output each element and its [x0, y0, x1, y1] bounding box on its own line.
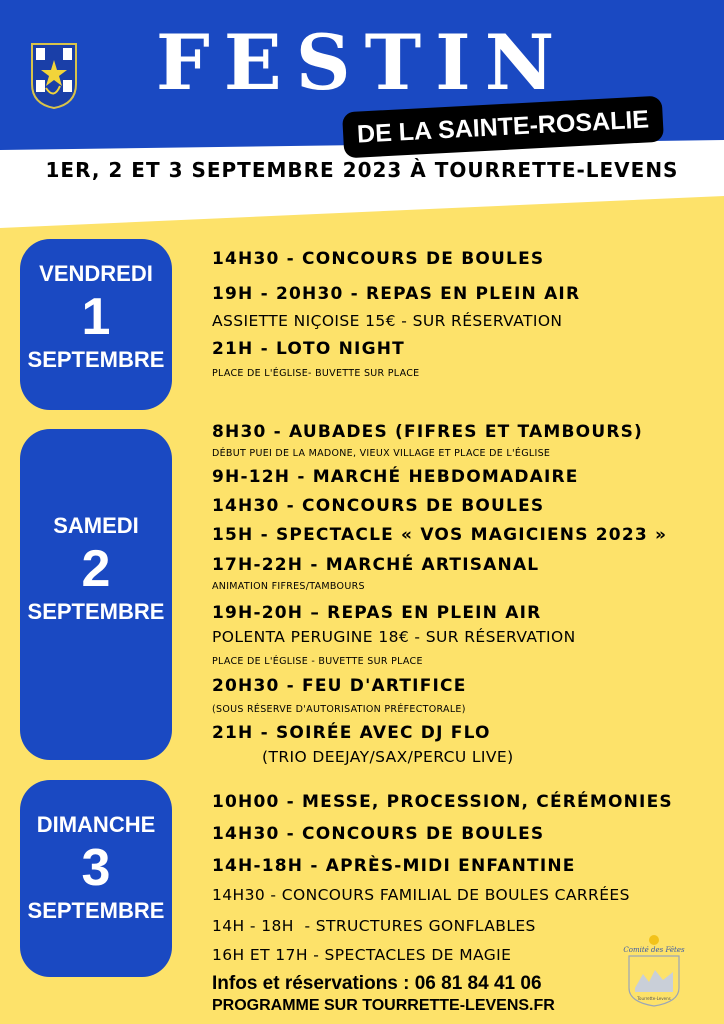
event-note: ANIMATION FIFRES/TAMBOURS — [212, 581, 365, 592]
event-title: 21H - SOIRÉE AVEC DJ FLO — [212, 723, 491, 743]
event-title: 20H30 - FEU D'ARTIFICE — [212, 676, 467, 696]
event-note: (TRIO DEEJAY/SAX/PERCU LIVE) — [262, 748, 514, 766]
poster-title: FESTIN — [155, 18, 569, 107]
logo-text: Comité des Fêtes — [623, 946, 685, 954]
event-title: 14H-18H - APRÈS-MIDI ENFANTINE — [212, 856, 576, 876]
day-number: 1 — [81, 288, 111, 346]
event-note: PLACE DE L'ÉGLISE - BUVETTE SUR PLACE — [212, 656, 423, 667]
event-note: (SOUS RÉSERVE D'AUTORISATION PRÉFECTORALE) — [212, 704, 466, 715]
day-number: 2 — [81, 540, 111, 598]
day-month: SEPTEMBRE — [27, 599, 165, 624]
event-title: 10H00 - MESSE, PROCESSION, CÉRÉMONIES — [212, 792, 673, 812]
day-saturday — [20, 429, 172, 760]
event-note: POLENTA PERUGINE 18€ - SUR RÉSERVATION — [212, 628, 576, 646]
event-title: 19H - 20H30 - REPAS EN PLEIN AIR — [212, 284, 581, 304]
event-note: 16H ET 17H - SPECTACLES DE MAGIE — [212, 946, 512, 964]
programme-link[interactable]: PROGRAMME SUR TOURRETTE-LEVENS.FR — [212, 997, 555, 1014]
day-number: 3 — [81, 839, 111, 897]
day-month: SEPTEMBRE — [27, 347, 165, 372]
event-title: 9H-12H - MARCHÉ HEBDOMADAIRE — [212, 467, 579, 487]
event-title: 17H-22H - MARCHÉ ARTISANAL — [212, 555, 540, 575]
event-title: 15H - SPECTACLE « VOS MAGICIENS 2023 » — [212, 525, 668, 545]
day-name: VENDREDI — [39, 261, 153, 286]
poster-subtitle: DE LA SAINTE-ROSALIE — [342, 96, 664, 159]
info-phone: Infos et réservations : 06 81 84 41 06 — [212, 973, 542, 994]
event-title: 8H30 - AUBADES (FIFRES ET TAMBOURS) — [212, 422, 644, 442]
event-title: 14H30 - CONCOURS DE BOULES — [212, 249, 545, 269]
day-sunday — [20, 780, 172, 977]
comite-des-fetes-logo-icon — [623, 932, 685, 1010]
day-month: SEPTEMBRE — [27, 898, 165, 923]
event-note: 14H30 - CONCOURS FAMILIAL DE BOULES CARRÉES — [212, 886, 630, 904]
logo-subtext: Tourrette-Levens — [637, 996, 671, 1001]
event-title: 19H-20H – REPAS EN PLEIN AIR — [212, 603, 542, 623]
event-note: PLACE DE L'ÉGLISE- BUVETTE SUR PLACE — [212, 368, 420, 379]
event-title: 14H30 - CONCOURS DE BOULES — [212, 496, 545, 516]
day-friday — [20, 239, 172, 410]
event-dates: 1ER, 2 ET 3 SEPTEMBRE 2023 À TOURRETTE-LEVENS — [45, 158, 679, 182]
event-note: DÉBUT PUEI DE LA MADONE, VIEUX VILLAGE ET PLACE DE L'ÉGLISE — [212, 448, 551, 459]
event-title: 14H30 - CONCOURS DE BOULES — [212, 824, 545, 844]
event-note: ASSIETTE NIÇOISE 15€ - SUR RÉSERVATION — [212, 312, 563, 330]
event-title: 21H - LOTO NIGHT — [212, 339, 405, 359]
day-name: DIMANCHE — [36, 812, 156, 837]
event-note: 14H - 18H - STRUCTURES GONFLABLES — [212, 917, 536, 935]
day-name: SAMEDI — [53, 513, 139, 538]
